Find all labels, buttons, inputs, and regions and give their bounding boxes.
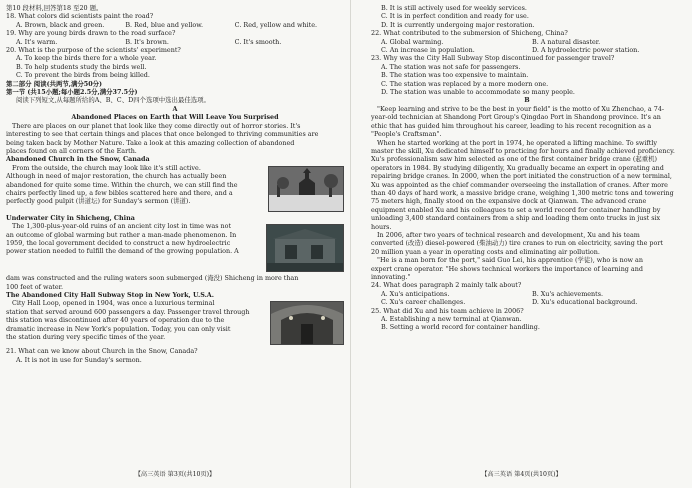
pb2-line-9: equipment enabled Xu and his colleagues to set a world record for container handling by xyxy=(371,205,661,214)
q18-option-c[interactable]: C. Red, yellow and white. xyxy=(234,20,318,29)
q21-option-d[interactable]: D. It is currently undergoing major restoration. xyxy=(381,20,535,29)
pb2-line-8: 75 meters high, finally stood on the expansive dock at Qianwan. The advanced crane xyxy=(371,197,647,206)
pb2-line-4: operators in 1984. By studying diligently, Xu gradually became an expert in operating and xyxy=(371,163,664,172)
shicheng-line-6: 100 feet of water. xyxy=(6,282,64,291)
passage-b-letter: B xyxy=(524,96,530,105)
section-one-heading: 第一节 (共15小题;每小题2.5分,满分37.5分) xyxy=(6,88,138,97)
right-column xyxy=(371,4,683,332)
church-line-3: abandoned for quite some time. Within the church, we can still find the xyxy=(6,180,238,189)
shicheng-line-1: The 1,300-plus-year-old ruins of an ancient city lost in time was not xyxy=(12,222,232,231)
question-22: 22. What contributed to the submersion of Shicheng, China? xyxy=(371,29,568,38)
question-25: 25. What did Xu and his team achieve in 2006? xyxy=(371,306,524,315)
q18-option-a[interactable]: A. Brown, black and green. xyxy=(16,20,105,29)
pb4-line-1: "He is a man born for the port," said Guo Lei, his apprentice (学徒), who is now an xyxy=(377,256,643,265)
q22-options-row-1 xyxy=(371,38,683,46)
church-line-2: Although in need of major restoration, the church has actually been xyxy=(6,172,227,181)
q18-options xyxy=(6,21,344,29)
q19-option-a[interactable]: A. It's warm. xyxy=(16,37,58,46)
q22-option-c[interactable]: C. An increase in population. xyxy=(381,46,475,55)
q20-option-c[interactable]: C. To prevent the birds from being killed. xyxy=(16,71,150,80)
q19-option-b[interactable]: B. It's brown. xyxy=(125,37,169,46)
question-18: 18. What colors did scientists paint the road? xyxy=(6,12,154,21)
q25-option-b[interactable]: B. Setting a world record for container handling. xyxy=(381,323,540,332)
shicheng-block xyxy=(6,222,344,274)
question-24: 24. What does paragraph 2 mainly talk about? xyxy=(371,281,522,290)
q23-option-a[interactable]: A. The station was not safe for passengers. xyxy=(381,62,521,71)
shicheng-line-4: power station needed to fulfill the demand of the growing population. A xyxy=(6,247,239,256)
q20-option-a[interactable]: A. To keep the birds there for a whole year. xyxy=(16,54,157,63)
heading-church: Abandoned Church in the Snow, Canada xyxy=(6,155,150,164)
pb3-line-1: In 2006, after two years of technical research and development, Xu and his team xyxy=(377,230,640,239)
intro-line-3: being taken back by Mother Nature. Take a look at this amazing collection of abandoned xyxy=(6,138,295,147)
heading-shicheng: Underwater City in Shicheng, China xyxy=(6,213,135,222)
intro-line-2: interesting to see that certain things and places that once belonged to thriving communities are xyxy=(6,130,319,139)
q21-option-a[interactable]: A. It is not in use for Sunday's sermon. xyxy=(16,355,142,364)
reading-instruction: 阅读下列短文,从每题所给的A、B、C、D四个选项中选出最佳选项。 xyxy=(16,96,210,105)
q22-options-row-2 xyxy=(371,46,683,54)
passage-a-title: Abandoned Places on Earth that Will Leave You Surprised xyxy=(71,113,279,122)
left-page-footer: 【高三英语 第3页(共10页)】 xyxy=(134,471,216,478)
church-photo xyxy=(268,166,344,212)
right-page xyxy=(351,0,692,488)
pb2-line-1: When he started working at the port in 1974, he operated a lifting machine. To swiftly xyxy=(377,138,657,147)
part-two-heading: 第二部分 阅读(共两节,满分50分) xyxy=(6,79,103,88)
church-line-5: perfectly good pulpit (讲道坛) for Sunday's sermon (讲道). xyxy=(6,197,191,206)
subway-photo xyxy=(270,301,344,345)
pb2-line-5: repairing bridge cranes. In 2000, when the port initiated the construction of a new terminal, xyxy=(371,172,672,181)
subway-block xyxy=(6,299,344,347)
shicheng-line-2: an outcome of global warming but rather a man-made phenomenon. In xyxy=(6,230,237,239)
pb-line-2: year-old technician at Shandong Port Group's Qingdao Port in Shandong province. It's an xyxy=(371,113,661,122)
subway-line-3: this station was discontinued after 40 years of operation due to the xyxy=(6,316,225,325)
heading-subway: The Abandoned City Hall Subway Stop in New York, U.S.A. xyxy=(6,290,214,299)
q22-option-a[interactable]: A. Global warming. xyxy=(381,37,444,46)
subway-line-2: station that served around 600 passengers a day. Passenger travel through xyxy=(6,307,250,316)
pb-line-4: "People's Craftsman". xyxy=(371,130,442,139)
q23-option-c[interactable]: C. The station was replaced by a more modern one. xyxy=(381,79,549,88)
intro-line-1: There are places on our planet that look like they come directly out of horror stories. It's xyxy=(12,121,301,130)
subway-line-5: the station during very specific times of the year. xyxy=(6,332,166,341)
question-23: 23. Why was the City Hall Subway Stop discontinued for passenger travel? xyxy=(371,54,615,63)
pb2-line-3: Xu's professionalism saw him selected as one of the first container bridge crane (起重机) xyxy=(371,155,657,164)
q24-options-row-1 xyxy=(371,290,683,298)
underwater-city-photo xyxy=(266,224,344,272)
pb2-line-10: unloading 3,400 standard containers from a ship and loading them onto trucks in just six xyxy=(371,214,661,223)
subway-line-1: City Hall Loop, opened in 1904, was once a luxurious terminal xyxy=(12,299,215,308)
pb3-line-2: converted (改造) diesel-powered (柴油动力) tire cranes to run on electricity, saving the port xyxy=(371,239,663,248)
q22-option-d[interactable]: D. A hydroelectric power station. xyxy=(532,46,640,55)
church-line-1: From the outside, the church may look like it's still active. xyxy=(12,163,201,172)
q24-option-b[interactable]: B. Xu's achievements. xyxy=(532,289,604,298)
pb3-line-3: 20 million yuan a year in operating costs and eliminating air pollution. xyxy=(371,247,600,256)
left-column xyxy=(6,4,344,364)
q19-option-c[interactable]: C. It's smooth. xyxy=(234,37,282,46)
intro-line-4: places found on all corners of the Earth. xyxy=(6,146,137,155)
q22-option-b[interactable]: B. A natural disaster. xyxy=(532,37,601,46)
question-21: 21. What can we know about Church in the Snow, Canada? xyxy=(6,347,198,356)
passage-a-letter: A xyxy=(172,104,178,113)
pb4-line-2: expert crane operator. "He shows technical workers the importance of learning and xyxy=(371,264,643,273)
pb2-line-11: hours. xyxy=(371,222,392,231)
shicheng-line-5: dam was constructed and the ruling waters soon submerged (淹没) Shicheng in more than xyxy=(6,274,299,283)
q24-option-d[interactable]: D. Xu's educational background. xyxy=(532,298,638,307)
q23-option-d[interactable]: D. The station was unable to accommodate so many people. xyxy=(381,88,575,97)
pb2-line-2: master the skill, Xu dedicated himself to practicing for hours and finally achieved proficiency. xyxy=(371,146,675,155)
pb-line-3: ethic that has guided him throughout his career, leading to his recent recognition as a xyxy=(371,121,652,130)
pb2-line-6: Xu was appointed as the chief commander overseeing the installation of cranes. After more xyxy=(371,180,668,189)
question-19: 19. Why are young birds drawn to the road surface? xyxy=(6,29,176,38)
q18-option-b[interactable]: B. Red, blue and yellow. xyxy=(125,20,204,29)
pb-line-1: "Keep learning and strive to be the best in your field" is the motto of Xu Zhenchao, a 74- xyxy=(377,104,665,113)
shicheng-line-3: 1959, the local government decided to construct a new hydroelectric xyxy=(6,238,231,247)
q24-option-a[interactable]: A. Xu's anticipations. xyxy=(381,289,450,298)
q19-options xyxy=(6,38,344,46)
q23-option-b[interactable]: B. The station was too expensive to maintain. xyxy=(381,71,529,80)
church-line-4: chairs perfectly lined up, a few bibles scattered here and there, and a xyxy=(6,188,233,197)
q18-intro: 第10 段材料,回答第18 至20 题。 xyxy=(6,4,103,12)
q20-option-b[interactable]: B. To help students study the birds well. xyxy=(16,62,147,71)
q21-option-b[interactable]: B. It is still actively used for weekly services. xyxy=(381,4,527,12)
question-20: 20. What is the purpose of the scientists' experiment? xyxy=(6,46,181,55)
church-block xyxy=(6,164,344,214)
pb2-line-7: than 40 days of hard work, a massive bridge crane, weighing 1,300 metric tons and towering xyxy=(371,188,674,197)
pb4-line-3: innovating." xyxy=(371,273,411,281)
q24-options-row-2 xyxy=(371,298,683,306)
right-page-footer: 【高三英语 第4页(共10页)】 xyxy=(481,471,562,478)
q21-option-c[interactable]: C. It is in perfect condition and ready for use. xyxy=(381,12,529,21)
subway-line-4: dramatic increase in New York's population. Today, you can only visit xyxy=(6,324,231,333)
q24-option-c[interactable]: C. Xu's career challenges. xyxy=(381,298,466,307)
q25-option-a[interactable]: A. Establishing a new terminal at Qianwan. xyxy=(381,315,522,324)
